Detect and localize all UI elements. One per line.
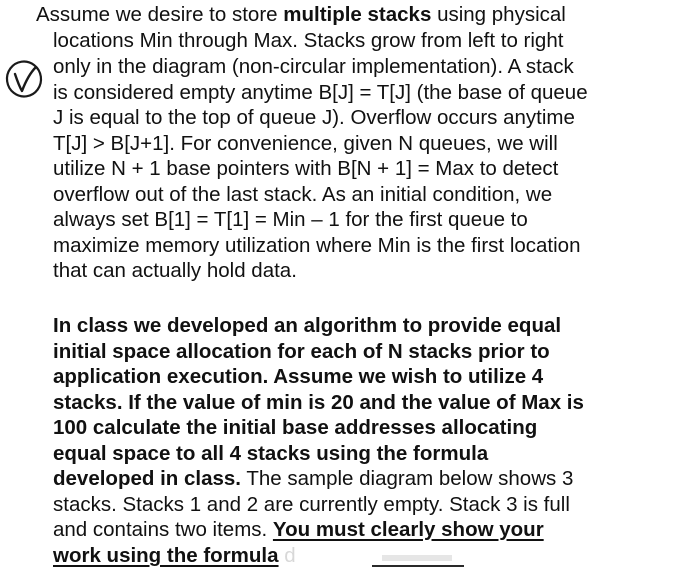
bold-underlined-instruction: work using the formula bbox=[53, 544, 279, 567]
faded-cutoff-text: d bbox=[278, 544, 296, 567]
paragraph1-line5: J is equal to the top of queue J). Overflow occurs anytime bbox=[53, 106, 575, 129]
paragraph1-line1 bbox=[36, 2, 566, 28]
paragraph2-line2: initial space allocation for each of N stacks prior to bbox=[53, 340, 550, 363]
paragraph1-line8: overflow out of the last stack. As an initial condition, we bbox=[53, 183, 553, 206]
paragraph2-line1: In class we developed an algorithm to provide equal bbox=[53, 314, 562, 337]
paragraph1-line9: always set B[1] = T[1] = Min – 1 for the first queue to bbox=[53, 208, 528, 231]
paragraph2-line7 bbox=[53, 466, 573, 492]
text-span: and contains two items. bbox=[53, 518, 273, 541]
paragraph1-line11: that can actually hold data. bbox=[53, 259, 297, 282]
paragraph2-line6: equal space to all 4 stacks using the formula bbox=[53, 442, 489, 465]
paragraph2-line3: application execution. Assume we wish to utilize 4 bbox=[53, 365, 544, 388]
paragraph2-line5: 100 calculate the initial base addresses allocating bbox=[53, 416, 538, 439]
text-span: Assume we desire to store bbox=[36, 3, 284, 26]
paragraph2-line10 bbox=[53, 543, 296, 569]
paragraph1-line6: T[J] > B[J+1]. For convenience, given N queues, we will bbox=[53, 132, 558, 155]
paragraph1-line3: only in the diagram (non-circular implementation). A stack bbox=[53, 55, 574, 78]
bold-underlined-instruction: You must clearly show your bbox=[272, 518, 544, 541]
paragraph1-line2: locations Min through Max. Stacks grow from left to right bbox=[53, 29, 564, 52]
paragraph2-line8: stacks. Stacks 1 and 2 are currently empty. Stack 3 is full bbox=[53, 493, 570, 516]
paragraph2-line9 bbox=[53, 517, 544, 543]
text-span: using physical bbox=[431, 3, 566, 26]
bold-text-span: developed in class. bbox=[53, 467, 241, 490]
paragraph1-line4: is considered empty anytime B[J] = T[J] (the base of queue bbox=[53, 81, 588, 104]
paragraph1-line10: maximize memory utilization where Min is the first location bbox=[53, 234, 581, 257]
text-span: The sample diagram below shows 3 bbox=[241, 467, 574, 490]
bold-term-multiple-stacks: multiple stacks bbox=[283, 3, 432, 26]
paragraph2-line4: stacks. If the value of min is 20 and the value of Max is bbox=[53, 391, 584, 414]
paragraph1-line7: utilize N + 1 base pointers with B[N + 1] = Max to detect bbox=[53, 157, 559, 180]
circled-v-checkmark-icon bbox=[3, 58, 47, 102]
cutoff-diagram-fragment bbox=[372, 553, 464, 568]
